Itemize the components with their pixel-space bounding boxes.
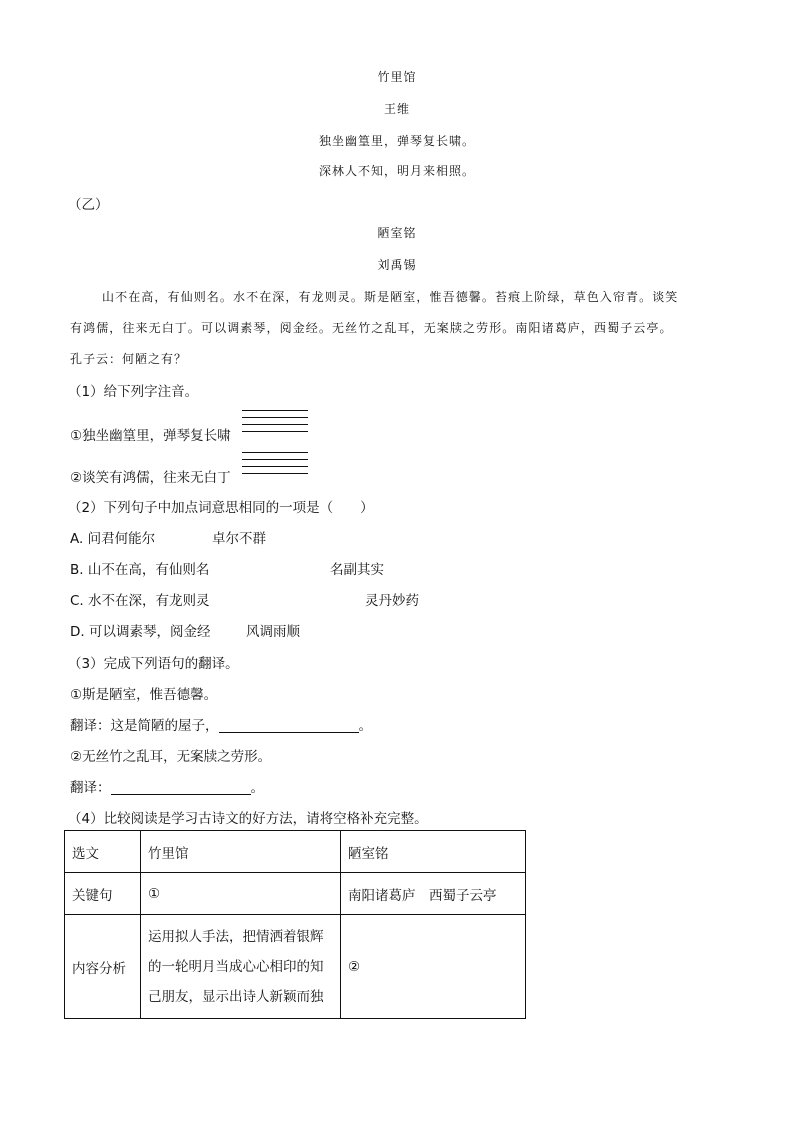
option-b-left: B. 山不在高，有仙则名 xyxy=(70,562,210,578)
pinyin-answer-lines-1[interactable] xyxy=(242,410,308,438)
poem-author: 王维 xyxy=(383,102,410,116)
analysis-line: 己朋友，显示出诗人新颖而独 xyxy=(148,988,324,1005)
option-d-left: D. 可以调素琴，阅金经 xyxy=(70,624,211,640)
table-cell: 选文 xyxy=(65,831,141,873)
poem-line-1: 独坐幽篁里，弹琴复长啸。 xyxy=(318,134,475,148)
answer-cell-1[interactable]: ① xyxy=(141,873,341,915)
question-3-translation-1 xyxy=(70,714,372,734)
table-cell: 南阳诸葛庐 西蜀子云亭 xyxy=(341,873,526,915)
option-b-right: 名副其实 xyxy=(330,562,384,578)
analysis-line: 的一轮明月当成心心相印的知 xyxy=(148,958,324,975)
answer-cell-2[interactable]: ② xyxy=(341,915,526,1019)
question-1-item-2: ②谈笑有鸿儒，往来无白丁 xyxy=(70,470,231,486)
option-a-right: 卓尔不群 xyxy=(212,531,266,547)
poem-line-2: 深林人不知，明月来相照。 xyxy=(318,164,475,178)
table-cell-analysis xyxy=(141,915,341,1019)
prose-paragraph-line-2: 有鸿儒，往来无白丁。可以调素琴，阅金经。无丝竹之乱耳，无案牍之劳形。南阳诸葛庐，西蜀子云亭。 xyxy=(70,321,673,335)
prose-paragraph-line-3: 孔子云：何陋之有？ xyxy=(70,352,188,366)
question-3-prompt: （3）完成下列语句的翻译。 xyxy=(68,656,239,672)
section-label-yi: （乙） xyxy=(68,197,109,213)
option-c-left: C. 水不在深，有龙则灵 xyxy=(70,593,210,609)
option-a-left: A. 问君何能尔 xyxy=(70,531,156,547)
table-cell: 关键句 xyxy=(65,873,141,915)
pinyin-answer-lines-2[interactable] xyxy=(242,452,308,480)
option-c-right: 灵丹妙药 xyxy=(365,593,419,609)
question-2-prompt: （2）下列句子中加点词意思相同的一项是（ ） xyxy=(68,500,374,516)
table-cell: 内容分析 xyxy=(65,915,141,1019)
translation-1-blank[interactable] xyxy=(219,718,359,733)
prose-author: 刘禹锡 xyxy=(377,258,417,272)
prose-title: 陋室铭 xyxy=(377,226,417,240)
table-header-row xyxy=(65,831,526,873)
translation-2-prefix: 翻译： xyxy=(70,780,111,796)
question-1-item-1: ①独坐幽篁里，弹琴复长啸 xyxy=(70,428,231,444)
translation-1-suffix: 。 xyxy=(358,718,372,734)
question-3-translation-2 xyxy=(70,776,264,796)
table-cell: 竹里馆 xyxy=(141,831,341,873)
table-row xyxy=(65,873,526,915)
translation-1-prefix: 翻译：这是简陋的屋子， xyxy=(70,718,219,734)
poem-title: 竹里馆 xyxy=(377,70,417,84)
analysis-line: 运用拟人手法，把情洒着银辉 xyxy=(148,928,324,945)
question-3-sentence-2: ②无丝竹之乱耳，无案牍之劳形。 xyxy=(70,749,272,765)
table-row xyxy=(65,915,526,1019)
question-4-prompt: （4）比较阅读是学习古诗文的好方法，请将空格补充完整。 xyxy=(68,811,428,827)
translation-2-blank[interactable] xyxy=(111,780,251,795)
prose-paragraph-line-1: 山不在高，有仙则名。水不在深，有龙则灵。斯是陋室，惟吾德馨。苔痕上阶绿，草色入帘青。谈笑 xyxy=(102,290,679,304)
translation-2-suffix: 。 xyxy=(250,780,264,796)
table-cell: 陋室铭 xyxy=(341,831,526,873)
question-3-sentence-1: ①斯是陋室，惟吾德馨。 xyxy=(70,687,218,703)
question-1-prompt: （1）给下列字注音。 xyxy=(68,384,199,400)
option-d-right: 风调雨顺 xyxy=(246,624,300,640)
comparison-table xyxy=(64,830,526,1019)
